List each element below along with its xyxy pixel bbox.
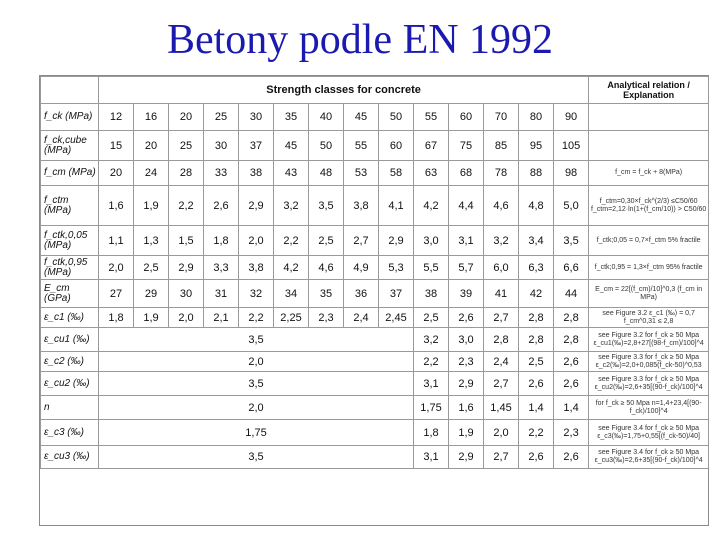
value-cell: 1,8 bbox=[204, 226, 239, 256]
value-cell: 60 bbox=[449, 104, 484, 131]
explanation-cell: see Figure 3.4 for f_ck ≥ 50 Mpa ε_c3(‰)=1,75+0,55[(f_ck-50)/40] bbox=[589, 420, 709, 446]
table-header-explanation: Analytical relation / Explanation bbox=[589, 77, 709, 104]
value-cell: 3,3 bbox=[204, 256, 239, 280]
value-cell: 60 bbox=[379, 131, 414, 161]
value-cell: 30 bbox=[169, 280, 204, 308]
value-cell: 2,45 bbox=[379, 308, 414, 328]
row-label: f_ctk,0,05 (MPa) bbox=[41, 226, 99, 256]
explanation-cell: see Figure 3.2 for f_ck ≥ 50 Mpa ε_cu1(‰)=2,8+27[(98-f_cm)/100]^4 bbox=[589, 328, 709, 352]
explanation-cell: f_ctm=0,30×f_ck^(2/3) ≤C50/60 f_ctm=2,12·ln(1+(f_cm/10)) > C50/60 bbox=[589, 186, 709, 226]
value-cell: 80 bbox=[519, 104, 554, 131]
value-cell: 30 bbox=[239, 104, 274, 131]
value-cell: 37 bbox=[379, 280, 414, 308]
value-cell: 55 bbox=[414, 104, 449, 131]
value-cell: 3,8 bbox=[344, 186, 379, 226]
value-cell: 3,0 bbox=[449, 328, 484, 352]
value-cell: 6,0 bbox=[484, 256, 519, 280]
value-cell: 2,6 bbox=[554, 352, 589, 372]
value-cell: 31 bbox=[204, 280, 239, 308]
value-cell: 34 bbox=[274, 280, 309, 308]
explanation-cell: f_cm = f_ck + 8(MPa) bbox=[589, 161, 709, 186]
value-cell: 2,1 bbox=[204, 308, 239, 328]
slide-title: Betony podle EN 1992 bbox=[166, 17, 554, 63]
value-cell: 24 bbox=[134, 161, 169, 186]
value-cell: 2,5 bbox=[519, 352, 554, 372]
row-label: ε_cu1 (‰) bbox=[41, 328, 99, 352]
value-cell: 2,2 bbox=[519, 420, 554, 446]
merged-value-cell: 3,5 bbox=[99, 446, 414, 469]
value-cell: 43 bbox=[274, 161, 309, 186]
value-cell: 30 bbox=[204, 131, 239, 161]
value-cell: 1,4 bbox=[519, 396, 554, 420]
value-cell: 2,8 bbox=[519, 328, 554, 352]
value-cell: 20 bbox=[99, 161, 134, 186]
value-cell: 68 bbox=[449, 161, 484, 186]
value-cell: 63 bbox=[414, 161, 449, 186]
value-cell: 27 bbox=[99, 280, 134, 308]
value-cell: 50 bbox=[379, 104, 414, 131]
value-cell: 2,4 bbox=[484, 352, 519, 372]
value-cell: 1,8 bbox=[414, 420, 449, 446]
concrete-strength-table bbox=[39, 75, 709, 526]
table-row bbox=[41, 131, 709, 161]
row-label: ε_cu3 (‰) bbox=[41, 446, 99, 469]
value-cell: 4,1 bbox=[379, 186, 414, 226]
value-cell: 2,5 bbox=[134, 256, 169, 280]
row-label: E_cm (GPa) bbox=[41, 280, 99, 308]
value-cell: 2,8 bbox=[484, 328, 519, 352]
merged-value-cell: 1,75 bbox=[99, 420, 414, 446]
value-cell: 12 bbox=[99, 104, 134, 131]
explanation-cell: see Figure 3.3 for f_ck ≥ 50 Mpa ε_c2(‰)=2,0+0,085(f_ck-50)^0,53 bbox=[589, 352, 709, 372]
value-cell: 45 bbox=[344, 104, 379, 131]
value-cell: 33 bbox=[204, 161, 239, 186]
value-cell: 2,8 bbox=[519, 308, 554, 328]
explanation-cell: see Figure 3.3 for f_ck ≥ 50 Mpa ε_cu2(‰)=2,6+35[(90-f_ck)/100]^4 bbox=[589, 372, 709, 396]
value-cell: 16 bbox=[134, 104, 169, 131]
value-cell: 2,6 bbox=[449, 308, 484, 328]
value-cell: 105 bbox=[554, 131, 589, 161]
row-label: f_ck (MPa) bbox=[41, 104, 99, 131]
value-cell: 70 bbox=[484, 104, 519, 131]
value-cell: 2,0 bbox=[99, 256, 134, 280]
value-cell: 4,6 bbox=[309, 256, 344, 280]
table-row bbox=[41, 396, 709, 420]
value-cell: 35 bbox=[274, 104, 309, 131]
explanation-cell bbox=[589, 104, 709, 131]
value-cell: 29 bbox=[134, 280, 169, 308]
value-cell: 75 bbox=[449, 131, 484, 161]
value-cell: 2,3 bbox=[554, 420, 589, 446]
value-cell: 2,9 bbox=[379, 226, 414, 256]
value-cell: 2,0 bbox=[484, 420, 519, 446]
row-label: f_ctk,0,95 (MPa) bbox=[41, 256, 99, 280]
value-cell: 2,9 bbox=[239, 186, 274, 226]
value-cell: 4,2 bbox=[274, 256, 309, 280]
value-cell: 2,7 bbox=[484, 372, 519, 396]
value-cell: 55 bbox=[344, 131, 379, 161]
value-cell: 4,4 bbox=[449, 186, 484, 226]
value-cell: 36 bbox=[344, 280, 379, 308]
value-cell: 32 bbox=[239, 280, 274, 308]
value-cell: 3,5 bbox=[309, 186, 344, 226]
value-cell: 37 bbox=[239, 131, 274, 161]
value-cell: 40 bbox=[309, 104, 344, 131]
value-cell: 2,6 bbox=[554, 446, 589, 469]
table-row bbox=[41, 104, 709, 131]
table-row bbox=[41, 420, 709, 446]
row-label: n bbox=[41, 396, 99, 420]
value-cell: 1,6 bbox=[99, 186, 134, 226]
value-cell: 1,4 bbox=[554, 396, 589, 420]
table-row bbox=[41, 161, 709, 186]
value-cell: 5,0 bbox=[554, 186, 589, 226]
value-cell: 3,5 bbox=[554, 226, 589, 256]
row-label: ε_c2 (‰) bbox=[41, 352, 99, 372]
value-cell: 67 bbox=[414, 131, 449, 161]
value-cell: 39 bbox=[449, 280, 484, 308]
value-cell: 1,45 bbox=[484, 396, 519, 420]
explanation-cell: f_ctk;0,05 = 0,7×f_ctm 5% fractile bbox=[589, 226, 709, 256]
value-cell: 4,9 bbox=[344, 256, 379, 280]
explanation-cell: see Figure 3.2 ε_c1 (‰) = 0,7 f_cm^0,31 ≤ 2,8 bbox=[589, 308, 709, 328]
value-cell: 2,8 bbox=[554, 308, 589, 328]
value-cell: 20 bbox=[169, 104, 204, 131]
value-cell: 3,0 bbox=[414, 226, 449, 256]
value-cell: 1,9 bbox=[449, 420, 484, 446]
value-cell: 1,6 bbox=[449, 396, 484, 420]
value-cell: 2,5 bbox=[414, 308, 449, 328]
value-cell: 3,1 bbox=[449, 226, 484, 256]
value-cell: 2,4 bbox=[344, 308, 379, 328]
value-cell: 2,2 bbox=[239, 308, 274, 328]
table-row bbox=[41, 256, 709, 280]
value-cell: 15 bbox=[99, 131, 134, 161]
value-cell: 1,5 bbox=[169, 226, 204, 256]
value-cell: 3,2 bbox=[484, 226, 519, 256]
value-cell: 3,2 bbox=[274, 186, 309, 226]
value-cell: 4,2 bbox=[414, 186, 449, 226]
value-cell: 88 bbox=[519, 161, 554, 186]
explanation-cell bbox=[589, 131, 709, 161]
value-cell: 2,6 bbox=[554, 372, 589, 396]
value-cell: 53 bbox=[344, 161, 379, 186]
value-cell: 1,9 bbox=[134, 186, 169, 226]
value-cell: 2,2 bbox=[169, 186, 204, 226]
value-cell: 2,7 bbox=[484, 308, 519, 328]
value-cell: 2,3 bbox=[449, 352, 484, 372]
explanation-cell: see Figure 3.4 for f_ck ≥ 50 Mpa ε_cu3(‰)=2,6+35[(90-f_ck)/100]^4 bbox=[589, 446, 709, 469]
value-cell: 78 bbox=[484, 161, 519, 186]
value-cell: 2,9 bbox=[169, 256, 204, 280]
value-cell: 2,8 bbox=[554, 328, 589, 352]
value-cell: 50 bbox=[309, 131, 344, 161]
table-header-strength-classes: Strength classes for concrete bbox=[99, 77, 589, 104]
value-cell: 1,8 bbox=[99, 308, 134, 328]
value-cell: 2,9 bbox=[449, 446, 484, 469]
table-row bbox=[41, 226, 709, 256]
value-cell: 1,1 bbox=[99, 226, 134, 256]
row-label: f_ck,cube (MPa) bbox=[41, 131, 99, 161]
merged-value-cell: 2,0 bbox=[99, 396, 414, 420]
value-cell: 3,1 bbox=[414, 372, 449, 396]
value-cell: 2,0 bbox=[169, 308, 204, 328]
value-cell: 2,9 bbox=[449, 372, 484, 396]
value-cell: 5,5 bbox=[414, 256, 449, 280]
value-cell: 2,3 bbox=[309, 308, 344, 328]
row-label: ε_c1 (‰) bbox=[41, 308, 99, 328]
explanation-cell: for f_ck ≥ 50 Mpa n=1,4+23,4[(90- f_ck)/100]^4 bbox=[589, 396, 709, 420]
value-cell: 3,4 bbox=[519, 226, 554, 256]
merged-value-cell: 3,5 bbox=[99, 328, 414, 352]
value-cell: 3,1 bbox=[414, 446, 449, 469]
value-cell: 28 bbox=[169, 161, 204, 186]
value-cell: 2,2 bbox=[414, 352, 449, 372]
value-cell: 4,8 bbox=[519, 186, 554, 226]
value-cell: 6,6 bbox=[554, 256, 589, 280]
value-cell: 38 bbox=[414, 280, 449, 308]
value-cell: 45 bbox=[274, 131, 309, 161]
explanation-cell: E_cm = 22[(f_cm)/10]^0,3 (f_cm in MPa) bbox=[589, 280, 709, 308]
table-row bbox=[41, 372, 709, 396]
value-cell: 4,6 bbox=[484, 186, 519, 226]
explanation-cell: f_ctk;0,95 = 1,3×f_ctm 95% fractile bbox=[589, 256, 709, 280]
value-cell: 5,3 bbox=[379, 256, 414, 280]
value-cell: 2,5 bbox=[309, 226, 344, 256]
value-cell: 98 bbox=[554, 161, 589, 186]
value-cell: 95 bbox=[519, 131, 554, 161]
table-row bbox=[41, 352, 709, 372]
value-cell: 6,3 bbox=[519, 256, 554, 280]
value-cell: 2,0 bbox=[239, 226, 274, 256]
table-row bbox=[41, 446, 709, 469]
value-cell: 2,6 bbox=[519, 446, 554, 469]
value-cell: 2,2 bbox=[274, 226, 309, 256]
merged-value-cell: 2,0 bbox=[99, 352, 414, 372]
value-cell: 58 bbox=[379, 161, 414, 186]
row-label: ε_cu2 (‰) bbox=[41, 372, 99, 396]
value-cell: 44 bbox=[554, 280, 589, 308]
value-cell: 3,8 bbox=[239, 256, 274, 280]
row-label: ε_c3 (‰) bbox=[41, 420, 99, 446]
table-row bbox=[41, 280, 709, 308]
value-cell: 85 bbox=[484, 131, 519, 161]
value-cell: 48 bbox=[309, 161, 344, 186]
value-cell: 1,3 bbox=[134, 226, 169, 256]
value-cell: 25 bbox=[169, 131, 204, 161]
value-cell: 2,6 bbox=[519, 372, 554, 396]
value-cell: 20 bbox=[134, 131, 169, 161]
value-cell: 38 bbox=[239, 161, 274, 186]
row-label: f_cm (MPa) bbox=[41, 161, 99, 186]
value-cell: 2,7 bbox=[344, 226, 379, 256]
value-cell: 35 bbox=[309, 280, 344, 308]
value-cell: 41 bbox=[484, 280, 519, 308]
row-label: f_ctm (MPa) bbox=[41, 186, 99, 226]
value-cell: 2,6 bbox=[204, 186, 239, 226]
value-cell: 2,25 bbox=[274, 308, 309, 328]
value-cell: 42 bbox=[519, 280, 554, 308]
table-row bbox=[41, 328, 709, 352]
value-cell: 1,75 bbox=[414, 396, 449, 420]
value-cell: 5,7 bbox=[449, 256, 484, 280]
value-cell: 25 bbox=[204, 104, 239, 131]
value-cell: 1,9 bbox=[134, 308, 169, 328]
value-cell: 90 bbox=[554, 104, 589, 131]
table-row bbox=[41, 308, 709, 328]
value-cell: 2,7 bbox=[484, 446, 519, 469]
table-row bbox=[41, 186, 709, 226]
merged-value-cell: 3,5 bbox=[99, 372, 414, 396]
value-cell: 3,2 bbox=[414, 328, 449, 352]
